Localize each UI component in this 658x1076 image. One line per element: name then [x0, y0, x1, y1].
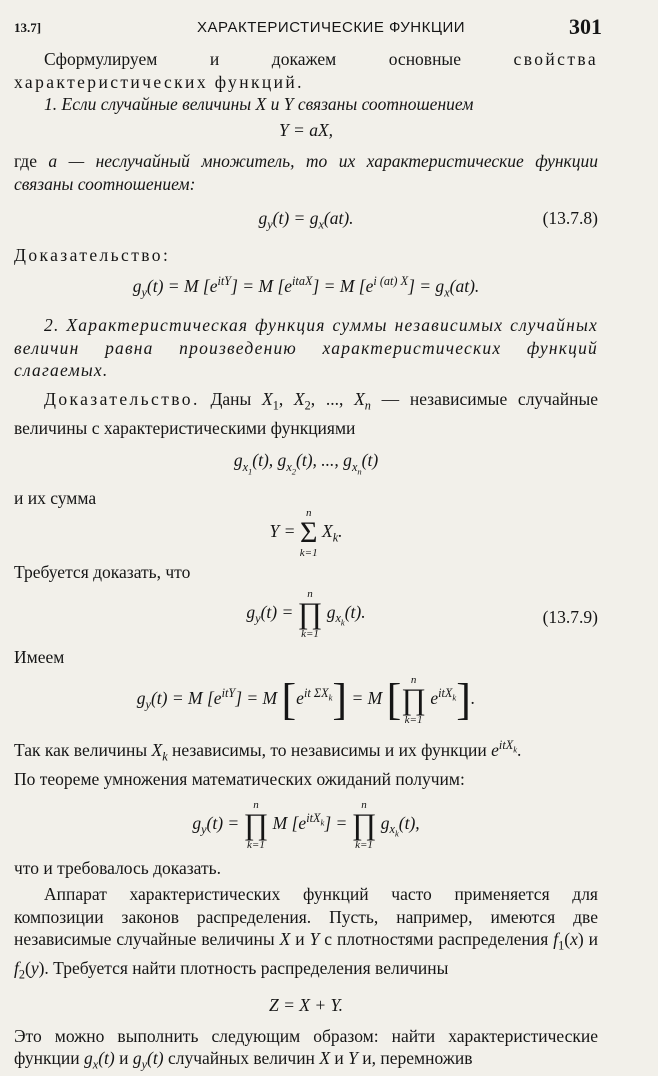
page-number: 301 — [569, 14, 602, 39]
equation-13-7-9: $g_y(t)$ = n ∏ k=1 $g_{x_k}(t)$. (13.7.9) — [246, 587, 598, 640]
char-functions-list: $g_{x_1}(t)$, $g_{x_2}(t)$, ..., $g_{x_n}(t)$ — [233, 450, 379, 477]
property-1-continuation: где a — неслучайный множитель, то их характеристические функции связаны соотношением: — [14, 151, 598, 194]
apparat-paragraph: Аппарат характеристических функций часто применяется для композиции законов распределения. Пусть, например, имеются две независимые случайные величины X и Y с плотностями распределения $f_1(x)$ и $f_2(y)$. Требуется найти плотность распределения величины — [14, 884, 598, 982]
expectation-chain: $g_y(t) = M$ $[e^{itY}] = M$ $[e^{it \Sigma X_k}] = M$ [ n ∏ k=1 $e^{itX_k}$]. — [136, 674, 476, 727]
equation-label-13-7-9: (13.7.9) — [542, 606, 598, 627]
equation-y-ax: Y = aX, — [278, 119, 334, 140]
we-have-text: Имеем — [14, 646, 65, 667]
product-sign: n ∏ k=1 — [297, 587, 323, 640]
sum-equation: Y = n Σ k=1 $X_k$. — [269, 507, 343, 560]
z-equation: Z = X + Y. — [268, 995, 344, 1016]
equation-13-7-8: $g_y(t) = g_x(at)$. (13.7.8) — [258, 208, 598, 232]
property-2-statement: 2. Характеристическая функция суммы независимых случайных величин равна произведению характеристических функций слагаемых. — [14, 315, 598, 381]
product-result-equation: $g_y(t)$ = n ∏ k=1 M $[e^{itX_k}]$ = n ∏ k=1 $g_{x_k}(t)$, — [192, 798, 420, 851]
intro-paragraph: Сформулируем и докажем основные свойства характеристических функций. — [14, 49, 598, 92]
running-title: ХАРАКТЕРИСТИЧЕСКИЕ ФУНКЦИИ — [197, 19, 465, 36]
proof-1-equation: $g_y(t) = M$ $[e^{itY}] = M$ $[e^{itaX}] = M$ $[e^{i (at) X}] = g_x(at)$. — [132, 273, 480, 299]
summation-sign: n Σ k=1 — [299, 507, 318, 560]
equation-label-13-7-8: (13.7.8) — [542, 208, 598, 228]
since-paragraph: Так как величины $X_k$ независимы, то независимы и их функции $e^{itX_k}$. По теореме умножения математических ожиданий получим: — [14, 738, 522, 790]
section-number: 13.7] — [14, 20, 42, 35]
proof-1-label: Доказательство: — [14, 245, 171, 265]
proof-2-paragraph: Доказательство. Даны $X_1$, $X_2$, ..., $X_n$ — независимые случайные величины с характеристическими функциями — [14, 388, 599, 438]
last-paragraph: Это можно выполнить следующим образом: найти характеристические функции $g_x(t)$ и $g_y(t)$ случайных величин X и Y и, перемножив — [14, 1025, 598, 1072]
qed-text: что и требовалось доказать. — [14, 857, 222, 878]
page-body — [14, 48, 598, 1076]
page-header — [14, 16, 602, 40]
property-1-statement: 1. Если случайные величины X и Y связаны соотношением — [44, 94, 474, 114]
and-sum-text: и их сумма — [14, 487, 97, 508]
need-prove-text: Требуется доказать, что — [14, 562, 191, 583]
